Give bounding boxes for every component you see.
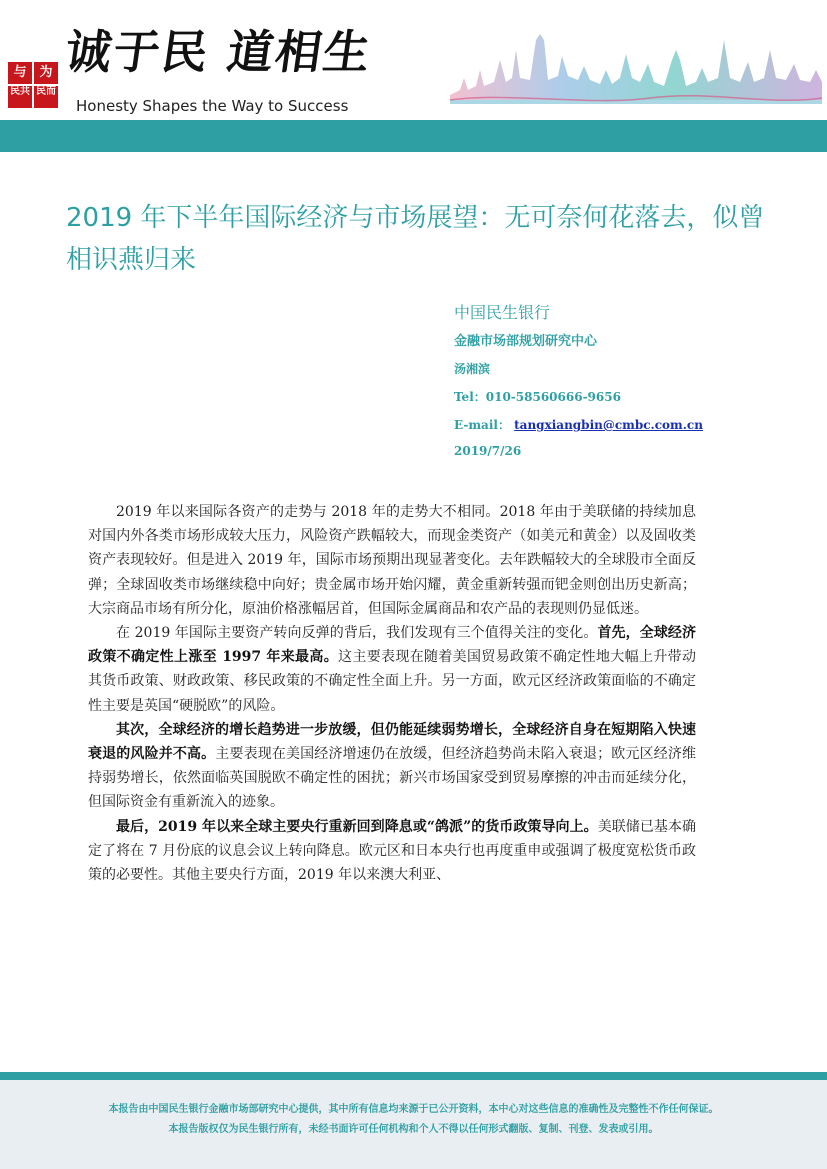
paragraph: 其次，全球经济的增长趋势进一步放缓，但仍能延续弱势增长，全球经济自身在短期陷入快速衰退的风险并不高。主要表现在美国经济增速仍在放缓，但经济趋势尚未陷入衰退；欧元区经济维持弱势增长，依然面临英国脱欧不确定性的困扰；新兴市场国家受到贸易摩擦的冲击而延续分化，但国际资金有重新流入的迹象。 [88, 721, 697, 811]
report-date: 2019/7/26 [454, 444, 522, 458]
cmbc-logo-badge [8, 62, 60, 112]
key-point: 最后，2019 年以来全球主要央行重新回到降息或“鸽派”的货币政策导向上。 [116, 818, 598, 835]
bank-name: 中国民生银行 [454, 303, 551, 322]
copyright-text: 本报告版权仅为民生银行所有，未经书面许可任何机构和个人不得以任何形式翻版、复制、刊登、发表或引用。 [168, 1124, 659, 1135]
department-name: 金融市场部规划研究中心 [454, 334, 598, 349]
author-name: 汤湘滨 [454, 362, 491, 376]
slogan-english: Honesty Shapes the Way to Success [76, 97, 349, 115]
email-link[interactable]: tangxiangbin@cmbc.com.cn [514, 418, 703, 432]
logo-char-pair: 民共 [8, 86, 32, 108]
email-label: E-mail： [454, 418, 510, 432]
paragraph: 最后，2019 年以来全球主要央行重新回到降息或“鸽派”的货币政策导向上。美联储已基本确定了将在 7 月份底的议息会议上转向降息。欧元区和日本央行也再度重申或强调了极度宽松货币政策的必要性。其他主要央行方面，2019 年以来澳大利亚、 [88, 818, 697, 884]
author-email-line [454, 416, 703, 433]
paragraph: 在 2019 年国际主要资产转向反弹的背后，我们发现有三个值得关注的变化。首先，全球经济政策不确定性上涨至 1997 年来最高。这主要表现在随着美国贸易政策不确定性地大幅上升带动其货币政策、财政政策、移民政策的不确定性全面上升。另一方面，欧元区经济政策面临的不确定性主要是英国“硬脱欧”的风险。 [88, 625, 697, 714]
slogan: 诚于民 道相生 [61, 25, 376, 79]
disclaimer-text: 本报告由中国民生银行金融市场部研究中心提供，其中所有信息均来源于已公开资料，本中心对这些信息的准确性及完整性不作任何保证。 [108, 1104, 719, 1115]
key-point: 首先，全球经济政策不确定性上涨至 1997 年来最高。 [88, 625, 697, 666]
header-band [0, 120, 827, 152]
author-tel: Tel：010-58560666-9656 [454, 390, 621, 404]
key-point: 其次，全球经济的增长趋势进一步放缓，但仍能延续弱势增长，全球经济自身在短期陷入快速衰退的风险并不高。 [88, 721, 696, 763]
footer-divider [0, 1072, 827, 1080]
page-header [0, 0, 827, 120]
report-title: 2019 年下半年国际经济与市场展望：无可奈何花落去，似曾相识燕归来 [66, 203, 765, 275]
logo-char-pair: 民而 [34, 86, 58, 108]
report-body [88, 500, 696, 887]
logo-char: 与 [8, 62, 32, 84]
city-skyline-illustration [450, 20, 822, 120]
logo-char: 为 [34, 62, 58, 84]
page-footer [0, 1080, 827, 1169]
paragraph: 2019 年以来国际各资产的走势与 2018 年的走势大不相同。2018 年由于美联储的持续加息对国内外各类市场形成较大压力，风险资产跌幅较大，而现金类资产（如美元和黄金）以及固收类资产表现较好。但是进入 2019 年，国际市场预期出现显著变化。去年跌幅较大的全球股市全面反弹；全球固收类市场继续稳中向好；贵金属市场开始闪耀，黄金重新转强而钯金则创出历史新高；大宗商品市场有所分化，原油价格涨幅居首，但国际金属商品和农产品的表现则仍显低迷。 [88, 504, 696, 617]
